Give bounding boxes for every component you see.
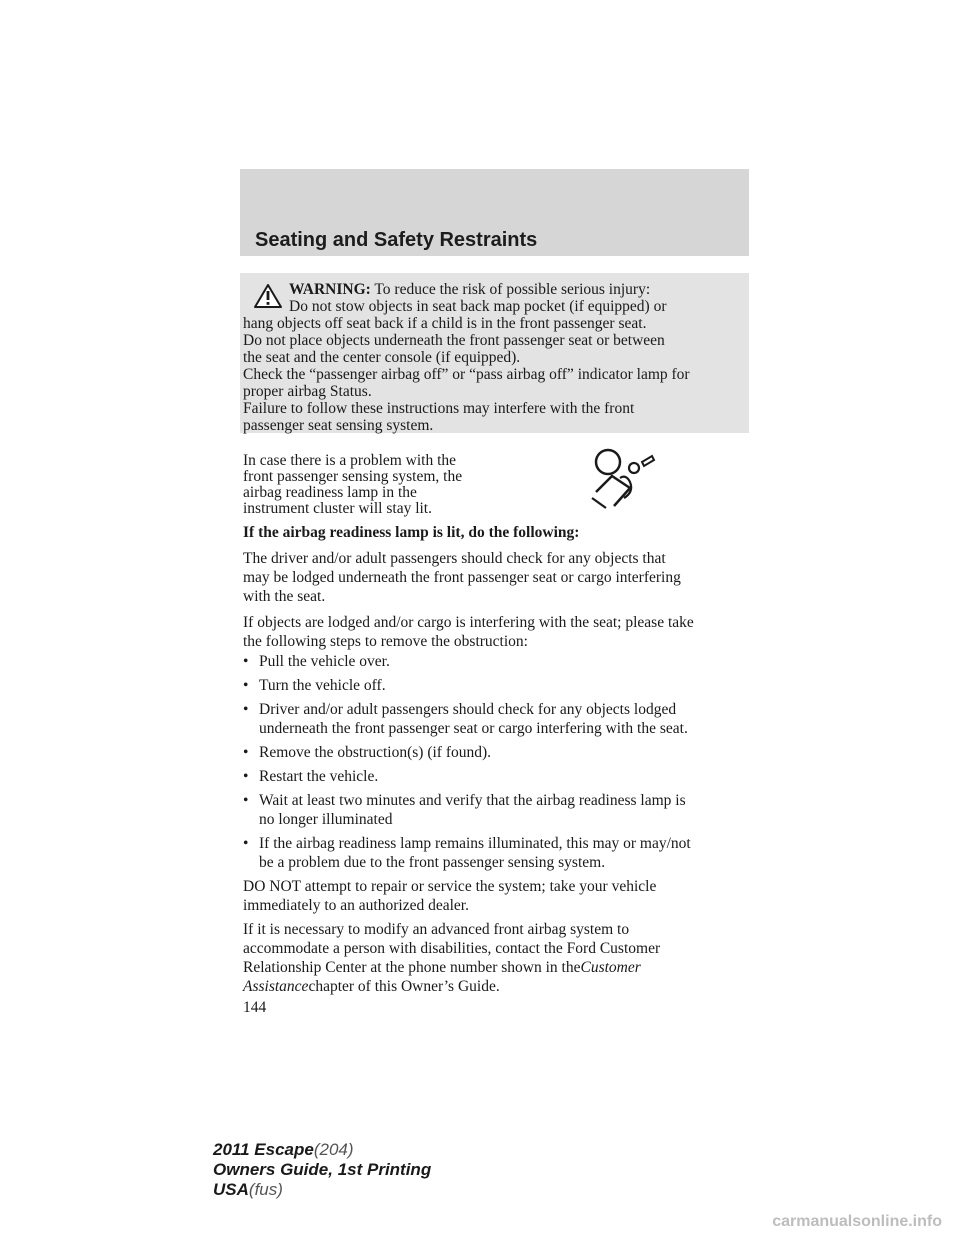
subheading: If the airbag readiness lamp is lit, do the following:	[243, 524, 580, 541]
para4-line-3: Relationship Center at the phone number shown in theCustomer	[243, 959, 641, 976]
footer-line-2: Owners Guide, 1st Printing	[213, 1160, 432, 1179]
para1-line-1: The driver and/or adult passengers should check for any objects that	[243, 550, 666, 567]
bullet-continuation: no longer illuminated	[259, 811, 393, 828]
airbag-readiness-icon	[590, 448, 662, 514]
bullet-dot-icon: •	[243, 744, 249, 761]
para2-line-1: If objects are lodged and/or cargo is interfering with the seat; please take	[243, 614, 694, 631]
warning-triangle-icon	[253, 283, 283, 309]
page-number: 144	[243, 999, 267, 1016]
bullet-continuation: be a problem due to the front passenger sensing system.	[259, 854, 606, 871]
para2-line-2: the following steps to remove the obstruction:	[243, 633, 528, 650]
warning-line-2: Do not stow objects in seat back map pocket (if equipped) or	[289, 298, 667, 315]
para3-line-1: DO NOT attempt to repair or service the system; take your vehicle	[243, 878, 657, 895]
bullet-dot-icon: •	[243, 835, 249, 852]
intro-line-2: front passenger sensing system, the	[243, 468, 463, 485]
watermark: carmanualsonline.info	[772, 1213, 942, 1230]
bullet-dot-icon: •	[243, 653, 249, 670]
para4-line-2: accommodate a person with disabilities, contact the Ford Customer	[243, 940, 661, 957]
section-title: Seating and Safety Restraints	[255, 229, 538, 251]
para4-line-4: Assistancechapter of this Owner’s Guide.	[243, 978, 500, 995]
para3-line-2: immediately to an authorized dealer.	[243, 897, 469, 914]
intro-line-3: airbag readiness lamp in the	[243, 484, 417, 501]
warning-line-8: Failure to follow these instructions may interfere with the front	[243, 400, 635, 417]
warning-line-1: WARNING: To reduce the risk of possible serious injury:	[289, 281, 651, 298]
intro-line-1: In case there is a problem with the	[243, 452, 457, 469]
footer-line-1: 2011 Escape(204)	[213, 1140, 354, 1159]
bullet-continuation: underneath the front passenger seat or cargo interfering with the seat.	[259, 720, 688, 737]
warning-line-4: Do not place objects underneath the front passenger seat or between	[243, 332, 665, 349]
warning-line-5: the seat and the center console (if equipped).	[243, 349, 521, 366]
para4-line-1: If it is necessary to modify an advanced front airbag system to	[243, 921, 630, 938]
bullet-dot-icon: •	[243, 677, 249, 694]
warning-label: WARNING:	[289, 281, 371, 298]
warning-line-7: proper airbag Status.	[243, 383, 372, 400]
para1-line-2: may be lodged underneath the front passenger seat or cargo interfering	[243, 569, 681, 586]
bullet-dot-icon: •	[243, 792, 249, 809]
footer-line-3: USA(fus)	[213, 1180, 283, 1199]
warning-line-3: hang objects off seat back if a child is in the front passenger seat.	[243, 315, 647, 332]
intro-line-4: instrument cluster will stay lit.	[243, 500, 432, 517]
warning-line-9: passenger seat sensing system.	[243, 417, 434, 434]
warning-line-6: Check the “passenger airbag off” or “pass airbag off” indicator lamp for	[243, 366, 690, 383]
bullet-dot-icon: •	[243, 768, 249, 785]
bullet-dot-icon: •	[243, 701, 249, 718]
para1-line-3: with the seat.	[243, 588, 326, 605]
